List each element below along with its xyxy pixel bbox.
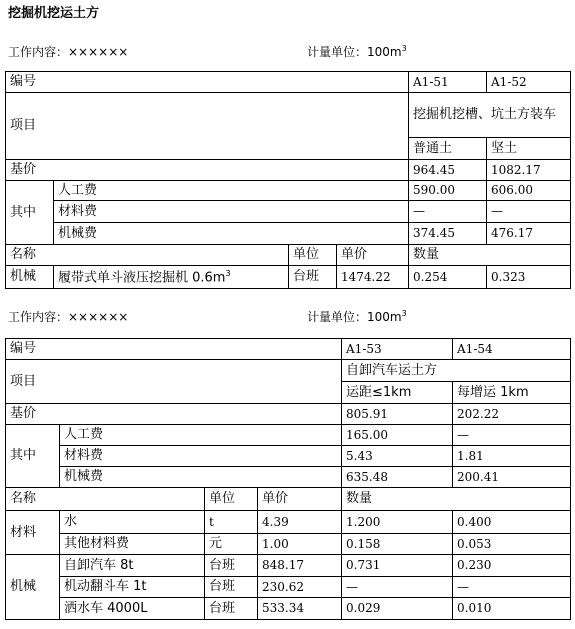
cost-name: 材料费 — [54, 201, 409, 223]
header-name: 名称 — [6, 488, 205, 511]
code-cell: A1-52 — [487, 72, 571, 93]
header-price: 单价 — [337, 245, 409, 266]
cost-value: 200.41 — [453, 467, 571, 488]
machine-row — [6, 555, 571, 577]
resource-header-row — [6, 488, 571, 511]
resource-name: 履带式单斗液压挖掘机 $0.6m^3$ — [54, 266, 289, 289]
machine-row — [6, 577, 571, 598]
machine-unit: 台班 — [205, 577, 258, 598]
machine-price: 230.62 — [258, 577, 342, 598]
base-price-row — [6, 404, 571, 425]
header-unit: 单位 — [289, 245, 337, 266]
sub-item: 每增运 1km — [453, 382, 571, 404]
work-content-label-2: 工作内容：×××××× — [8, 310, 129, 324]
item-name-row — [6, 93, 571, 138]
material-unit: t — [205, 511, 258, 534]
header-unit: 单位 — [205, 488, 258, 511]
base-price-value: 202.22 — [453, 404, 571, 425]
header-name: 名称 — [6, 245, 289, 266]
item-name-row — [6, 360, 571, 382]
machine-qty: — — [342, 577, 453, 598]
code-label: 编号 — [6, 72, 409, 93]
resource-header-row — [6, 245, 571, 266]
resource-price: 1474.22 — [337, 266, 409, 289]
item-name: 自卸汽车运土方 — [342, 360, 571, 382]
material-qty: 1.200 — [342, 511, 453, 534]
cost-name: 材料费 — [60, 446, 342, 467]
cost-name: 机械费 — [54, 223, 409, 245]
machine-unit: 台班 — [205, 555, 258, 577]
cost-value: 590.00 — [409, 181, 487, 201]
cost-value: — — [453, 425, 571, 446]
cost-name: 人工费 — [54, 181, 409, 201]
material-qty: 0.400 — [453, 511, 571, 534]
item-name: 挖掘机挖槽、坑土方装车 — [409, 93, 571, 138]
material-row — [6, 534, 571, 555]
base-price-value: 964.45 — [409, 160, 487, 181]
sub-item: 运距≤1km — [342, 382, 453, 404]
item-label: 项目 — [6, 360, 342, 404]
machine-qty: 0.029 — [342, 598, 453, 620]
resource-qty: 0.254 — [409, 266, 487, 289]
base-price-label: 基价 — [6, 160, 409, 181]
cost-row — [6, 201, 571, 223]
among-label: 其中 — [6, 425, 60, 488]
cost-value: 5.43 — [342, 446, 453, 467]
code-cell: A1-51 — [409, 72, 487, 93]
machine-price: 848.17 — [258, 555, 342, 577]
material-name: 水 — [60, 511, 205, 534]
cost-value: — — [409, 201, 487, 223]
machine-name: 自卸汽车 8t — [60, 555, 205, 577]
cost-row — [6, 446, 571, 467]
cost-value: 635.48 — [342, 467, 453, 488]
base-price-row — [6, 160, 571, 181]
cost-value: 476.17 — [487, 223, 571, 245]
quota-table-2 — [5, 338, 571, 620]
sub-item: 普通土 — [409, 138, 487, 160]
material-name: 其他材料费 — [60, 534, 205, 555]
base-price-value: 1082.17 — [487, 160, 571, 181]
machine-qty: — — [453, 577, 571, 598]
code-row — [6, 339, 571, 360]
material-price: 4.39 — [258, 511, 342, 534]
resource-category: 机械 — [6, 266, 54, 289]
base-price-label: 基价 — [6, 404, 342, 425]
cost-value: 374.45 — [409, 223, 487, 245]
resource-qty: 0.323 — [487, 266, 571, 289]
code-cell: A1-54 — [453, 339, 571, 360]
among-label: 其中 — [6, 181, 54, 245]
machine-name: 洒水车 4000L — [60, 598, 205, 620]
base-price-value: 805.91 — [342, 404, 453, 425]
measure-unit-label-1: 计量单位：$100m^3$ — [307, 44, 407, 59]
cost-value: — — [487, 201, 571, 223]
resource-unit: 台班 — [289, 266, 337, 289]
cost-row — [6, 223, 571, 245]
material-qty: 0.053 — [453, 534, 571, 555]
resource-row — [6, 266, 571, 289]
material-price: 1.00 — [258, 534, 342, 555]
cost-name: 人工费 — [60, 425, 342, 446]
work-content-label-1: 工作内容：×××××× — [8, 45, 129, 59]
cost-row — [6, 425, 571, 446]
cost-row — [6, 181, 571, 201]
item-label: 项目 — [6, 93, 409, 160]
measure-unit-label-2: 计量单位：$100m^3$ — [307, 309, 407, 324]
machine-qty: 0.731 — [342, 555, 453, 577]
sub-item: 坚土 — [487, 138, 571, 160]
machine-qty: 0.010 — [453, 598, 571, 620]
code-cell: A1-53 — [342, 339, 453, 360]
material-unit: 元 — [205, 534, 258, 555]
material-category: 材料 — [6, 511, 60, 555]
cost-name: 机械费 — [60, 467, 342, 488]
cost-value: 606.00 — [487, 181, 571, 201]
machine-row — [6, 598, 571, 620]
machine-category: 机械 — [6, 555, 60, 620]
header-qty: 数量 — [409, 245, 571, 266]
machine-qty: 0.230 — [453, 555, 571, 577]
cost-row — [6, 467, 571, 488]
machine-unit: 台班 — [205, 598, 258, 620]
code-label: 编号 — [6, 339, 342, 360]
code-row — [6, 72, 571, 93]
header-qty: 数量 — [342, 488, 571, 511]
header-price: 单价 — [258, 488, 342, 511]
cost-value: 165.00 — [342, 425, 453, 446]
quota-table-1 — [5, 71, 571, 289]
machine-price: 533.34 — [258, 598, 342, 620]
cost-value: 1.81 — [453, 446, 571, 467]
machine-name: 机动翻斗车 1t — [60, 577, 205, 598]
material-row — [6, 511, 571, 534]
material-qty: 0.158 — [342, 534, 453, 555]
page-title: 挖掘机挖运土方 — [8, 6, 100, 21]
